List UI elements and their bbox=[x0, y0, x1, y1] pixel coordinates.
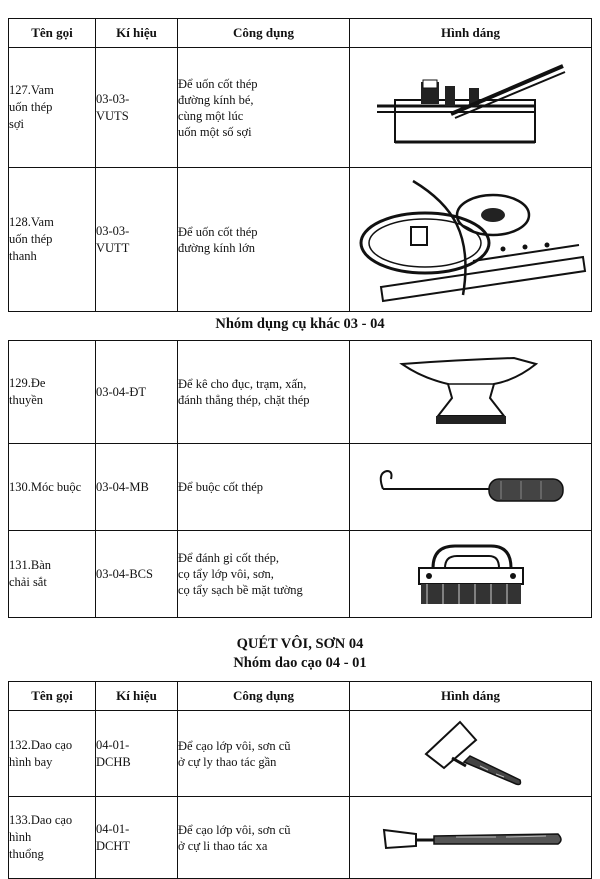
tool-code: 04-01- DCHT bbox=[96, 797, 178, 879]
tool-use: Để đánh gỉ cốt thép, cọ tẩy lớp vôi, sơn, cọ tẩy sạch bề mặt tường bbox=[178, 531, 350, 618]
table-row bbox=[9, 341, 592, 444]
header-use: Công dụng bbox=[178, 19, 350, 48]
tool-code: 03-04-MB bbox=[96, 444, 178, 531]
tool-shape bbox=[350, 797, 592, 879]
table-row bbox=[9, 711, 592, 797]
tool-use: Để buộc cốt thép bbox=[178, 444, 350, 531]
section-heading: Nhóm dụng cụ khác 03 - 04 bbox=[215, 316, 385, 332]
long-scraper-icon bbox=[376, 818, 566, 858]
tool-shape bbox=[350, 341, 592, 444]
header-code: Kí hiệu bbox=[96, 19, 178, 48]
tool-use: Để cạo lớp vôi, sơn cũ ở cự ly thao tác gần bbox=[178, 711, 350, 797]
tool-shape bbox=[350, 48, 592, 168]
tools-table-1 bbox=[8, 18, 592, 312]
tool-name: 132.Dao cạo hình bay bbox=[9, 711, 96, 797]
tool-shape bbox=[350, 168, 592, 312]
tool-use: Để cạo lớp vôi, sơn cũ ở cự li thao tác xa bbox=[178, 797, 350, 879]
tying-hook-icon bbox=[371, 459, 571, 515]
trowel-scraper-icon bbox=[396, 714, 546, 794]
table-row bbox=[9, 48, 592, 168]
tool-name: 129.Đe thuyền bbox=[9, 341, 96, 444]
header-name: Tên gọi bbox=[9, 682, 96, 711]
header-shape: Hình dáng bbox=[350, 19, 592, 48]
tools-table-2 bbox=[8, 340, 592, 618]
rebar-bender-bar-icon bbox=[353, 175, 589, 305]
wire-brush-icon bbox=[415, 538, 527, 610]
tool-shape bbox=[350, 444, 592, 531]
section-heading: QUÉT VÔI, SƠN 04 bbox=[236, 636, 364, 652]
tool-code: 03-04-BCS bbox=[96, 531, 178, 618]
tool-shape bbox=[350, 531, 592, 618]
tool-code: 03-03- VUTT bbox=[96, 168, 178, 312]
header-use: Công dụng bbox=[178, 682, 350, 711]
table-header-row bbox=[9, 682, 592, 711]
tool-name: 131.Bàn chải sắt bbox=[9, 531, 96, 618]
subsection-heading: Nhóm dao cạo 04 - 01 bbox=[233, 655, 367, 671]
tool-name: 127.Vam uốn thép sợi bbox=[9, 48, 96, 168]
table-row bbox=[9, 444, 592, 531]
header-name: Tên gọi bbox=[9, 19, 96, 48]
tool-use: Để uốn cốt thép đường kính lớn bbox=[178, 168, 350, 312]
rebar-bender-multi-icon bbox=[371, 58, 571, 158]
table-row bbox=[9, 531, 592, 618]
tool-name: 130.Móc buộc bbox=[9, 444, 96, 531]
tool-use: Để kê cho đục, trạm, xấn, đánh thẳng thép, chặt thép bbox=[178, 341, 350, 444]
tool-name: 128.Vam uốn thép thanh bbox=[9, 168, 96, 312]
tool-code: 03-04-ĐT bbox=[96, 341, 178, 444]
table-header-row bbox=[9, 19, 592, 48]
tool-shape bbox=[350, 711, 592, 797]
tool-name: 133.Dao cạo hình thuổng bbox=[9, 797, 96, 879]
tools-table-3 bbox=[8, 681, 592, 879]
tool-use: Để uốn cốt thép đường kính bé, cùng một lúc uốn một số sợi bbox=[178, 48, 350, 168]
tool-code: 04-01- DCHB bbox=[96, 711, 178, 797]
tool-code: 03-03- VUTS bbox=[96, 48, 178, 168]
table-row bbox=[9, 797, 592, 879]
header-shape: Hình dáng bbox=[350, 682, 592, 711]
anvil-icon bbox=[396, 354, 546, 430]
table-row bbox=[9, 168, 592, 312]
header-code: Kí hiệu bbox=[96, 682, 178, 711]
